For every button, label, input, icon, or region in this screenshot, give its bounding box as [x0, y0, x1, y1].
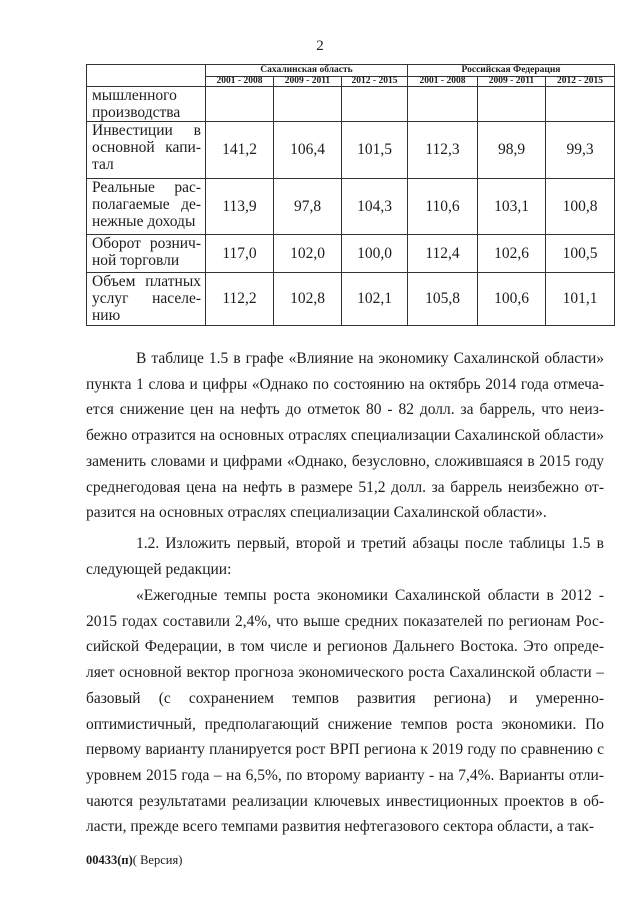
document-code: 00433(п) — [86, 853, 133, 867]
value-cell: 100,5 — [546, 235, 615, 273]
value-cell: 102,8 — [274, 273, 342, 326]
text-line: бежно отразится на основных отраслях специализации Сахалинской области» — [86, 427, 604, 445]
value-cell — [206, 87, 274, 122]
text-line: оптимистичный, предполагающий снижение темпов роста экономики. По — [86, 715, 604, 733]
row-label-line: нию — [92, 307, 121, 324]
text-line: разится на основных отраслях специализации Сахалинской области». — [86, 504, 547, 522]
value-cell — [342, 87, 408, 122]
text-line: сийской Федерации, в том числе и регионов Дальнего Востока. Это опреде- — [86, 638, 604, 656]
text-line: 2015 годах составили 2,4%, что выше средних показателей по регионам Рос- — [86, 612, 604, 630]
header-period: 2001 - 2008 — [408, 77, 478, 87]
row-label-line: нежные доходы — [92, 213, 196, 230]
value-cell: 141,2 — [206, 122, 274, 179]
row-label — [87, 179, 206, 235]
table-row — [87, 87, 615, 122]
row-label-line: производства — [92, 104, 181, 121]
row-label — [87, 87, 206, 122]
text-line: среднегодовая цена на нефть в размере 51,2 долл. за баррель неизбежно от- — [86, 478, 604, 496]
document-version: ( Версия) — [132, 853, 183, 867]
row-label-line: основной капи- — [92, 139, 201, 156]
text-line: чаются результатами реализации ключевых инвестиционных проектов в об- — [86, 792, 604, 810]
row-label — [87, 273, 206, 326]
value-cell: 100,0 — [342, 235, 408, 273]
header-empty-cell — [87, 65, 206, 87]
value-cell: 100,8 — [546, 179, 615, 235]
value-cell: 100,6 — [478, 273, 546, 326]
text-line: следующей редакции: — [86, 560, 232, 578]
value-cell: 101,5 — [342, 122, 408, 179]
value-cell: 106,4 — [274, 122, 342, 179]
text-line: ется снижение цен на нефть до отметок 80 - 82 долл. за баррель, что неиз- — [86, 401, 604, 419]
text-line: уровнем 2015 года – на 6,5%, по второму варианту - на 7,4%. Варианты отли- — [86, 766, 604, 784]
row-label-line: Реальные рас- — [92, 179, 201, 196]
paragraph-text — [86, 583, 604, 840]
value-cell — [478, 87, 546, 122]
text-line: пункта 1 слова и цифры «Однако по состоянию на октябрь 2014 года отмеча- — [86, 375, 604, 393]
row-label-line: полагаемые де- — [92, 196, 201, 213]
text-line: ляет основной вектор прогноза экономического роста Сахалинской области – — [86, 664, 604, 682]
document-footer — [86, 853, 182, 868]
header-period: 2001 - 2008 — [206, 77, 274, 87]
value-cell: 99,3 — [546, 122, 615, 179]
value-cell: 110,6 — [408, 179, 478, 235]
value-cell — [274, 87, 342, 122]
header-period: 2012 - 2015 — [546, 77, 615, 87]
row-label-line: Объем платных — [92, 273, 201, 290]
value-cell: 98,9 — [478, 122, 546, 179]
header-group-sakhalin: Сахалинская область — [206, 65, 408, 77]
table-row — [87, 179, 615, 235]
statistics-table-wrapper — [86, 64, 614, 326]
row-label-line: Оборот рознич- — [92, 235, 201, 252]
value-cell: 112,4 — [408, 235, 478, 273]
table-row — [87, 273, 615, 326]
table-body — [87, 87, 615, 326]
header-period: 2012 - 2015 — [342, 77, 408, 87]
value-cell: 112,3 — [408, 122, 478, 179]
paragraph-text — [86, 531, 604, 582]
paragraph-text — [86, 346, 604, 526]
text-line: 1.2. Изложить первый, второй и третий абзацы после таблицы 1.5 в — [136, 535, 604, 552]
row-label-line: тал — [92, 156, 114, 173]
value-cell: 102,1 — [342, 273, 408, 326]
text-line: базовый (с сохранением темпов развития региона) и умеренно- — [86, 689, 604, 707]
value-cell: 104,3 — [342, 179, 408, 235]
table-row — [87, 235, 615, 273]
row-label-line: ной торговли — [92, 252, 180, 269]
row-label-line: Инвестиции в — [92, 122, 201, 139]
value-cell: 103,1 — [478, 179, 546, 235]
page-number: 2 — [316, 38, 324, 54]
value-cell: 112,2 — [206, 273, 274, 326]
value-cell: 117,0 — [206, 235, 274, 273]
paragraph-table-amendment — [86, 346, 604, 526]
value-cell — [408, 87, 478, 122]
text-line: В таблице 1.5 в графе «Влияние на экономику Сахалинской области» — [136, 350, 604, 367]
statistics-table — [86, 64, 615, 326]
value-cell: 102,0 — [274, 235, 342, 273]
text-line: заменить словами и цифрами «Однако, безусловно, сложившаяся в 2015 году — [86, 452, 604, 470]
row-label-line: мышленного — [92, 87, 177, 104]
value-cell — [546, 87, 615, 122]
header-period: 2009 - 2011 — [274, 77, 342, 87]
table-row — [87, 122, 615, 179]
row-label — [87, 122, 206, 179]
value-cell: 102,6 — [478, 235, 546, 273]
table-header-groups — [87, 65, 615, 77]
value-cell: 113,9 — [206, 179, 274, 235]
text-line: первому варианту планируется рост ВРП региона к 2019 году по сравнению с — [86, 741, 604, 759]
text-line: ласти, прежде всего темпами развития нефтегазового сектора области, а так- — [86, 818, 595, 836]
value-cell: 101,1 — [546, 273, 615, 326]
value-cell: 97,8 — [274, 179, 342, 235]
value-cell: 105,8 — [408, 273, 478, 326]
row-label-line: услуг населе- — [92, 290, 201, 307]
paragraph-item-1-2 — [86, 531, 604, 582]
row-label — [87, 235, 206, 273]
text-line: «Ежегодные темпы роста экономики Сахалинской области в 2012 - — [136, 587, 604, 604]
paragraph-economic-forecast — [86, 583, 604, 840]
header-period: 2009 - 2011 — [478, 77, 546, 87]
header-group-russia: Российская Федерация — [408, 65, 615, 77]
